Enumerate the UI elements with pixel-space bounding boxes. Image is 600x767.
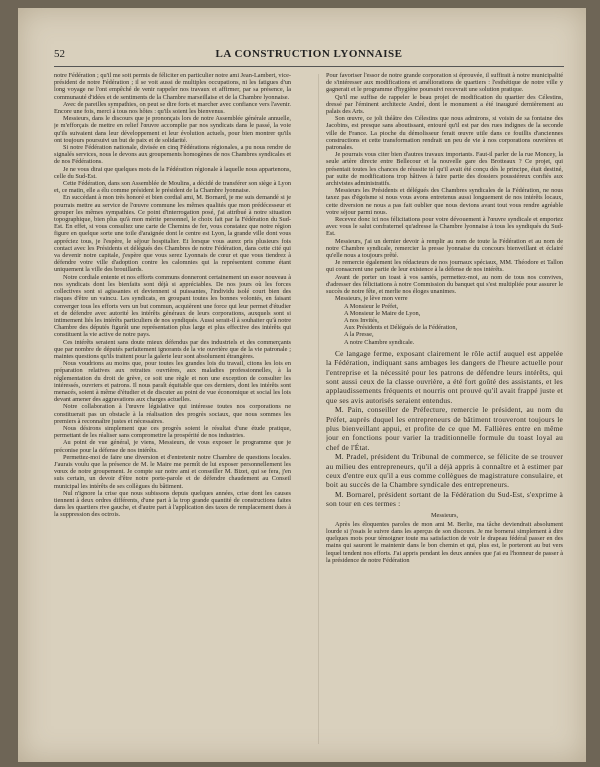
paragraph: Je pourrais vous citer bien d'autres travaux importants. Faut-il parler de la rue Moncey, la seule artère directe entre Bellecour et la nouvelle gare des Brotteaux ? Ce projet, qui présentait toutes les chances de réussite tel qu'il avait été conçu dès le principe, était destiné, par suite de modifications trop hâtives à faire partie des dossiers poussiéreux confiés aux archivistes administratifs. xyxy=(326,151,563,188)
paragraph: Messieurs les Présidents et délégués des Chambres syndicales de la Fédération, ne nous taxez pas d'égoïsme si nous vous avons entretenus aussi longuement de nos intérêts locaux, cette diversion ne nous a pas fait oublier que nous devions avant tout vous rendre agréable votre séjour parmi nous. xyxy=(326,187,563,216)
toast-line: A Monsieur le Préfet, xyxy=(344,302,399,310)
paragraph: Recevez donc ici nos félicitations pour votre dévouement à l'œuvre syndicale et emportez avec vous le salut confraternel qu'adresse la Chambre lyonnaise à tous les syndiqués du Sud-Est. xyxy=(326,216,563,238)
page-header xyxy=(54,48,564,64)
paragraph: notre Fédération ; qu'il me soit permis de féliciter en particulier notre ami Jean-Lambert, vice-président de notre Fédération ; il se voit aussi de multiples occupations, ni les fatigues d'un long voyage ne l'ont empêché de venir rappeler nos travaux et affirmer, par sa présence, la communauté d'idées et de sentiments de la Chambre marseillaise et de la Chambre lyonnaise. xyxy=(54,72,291,101)
paragraph: Son œuvre, ce joli théâtre des Célestins que nous admirons, si voisin de sa fontaine des Jacobins, est presque sans aboutissant, entouré qu'il est par des rues indignes de la seconde ville de France. La pioche du démolisseur ferait œuvre utile dans ce fouillis d'anciennes constructions et cette transformation rendrait un peu de vie à nos corporations ouvrières et patronales. xyxy=(326,115,563,152)
paragraph: Si notre Fédération nationale, divisée en cinq Fédérations régionales, a pu nous rendre de signalés services, nous le devons aux groupements homogènes de nos Chambres syndicales et de nos Fédérations. xyxy=(54,144,291,166)
column-gutter xyxy=(318,74,319,744)
paragraph: Notre collaboration à l'œuvre législative qui intéresse toutes nos corporations ne constituerait pas un obstacle à la réalisation des progrès sociaux, que nous sommes les premiers à reconnaître justes et nécessaires. xyxy=(54,403,291,425)
paragraph: Ce langage ferme, exposant clairement le rôle actif auquel est appelée la Fédération, indiquant sans ambages les dangers de l'heure actuelle pour l'entreprise et la nécessité pour les patrons de défendre leurs intérêts, qui sont aussi ceux de la classe ouvrière, a été fort goûté des assistants, et les applaudissements fréquents et nourris ont prouvé qu'il avait frappé juste et que ses avis autorisés seraient entendus. xyxy=(326,348,563,405)
running-title: LA CONSTRUCTION LYONNAISE xyxy=(215,48,403,60)
paragraph: M. Pain, conseiller de Préfecture, remercie le président, au nom du Préfet, auprès duquel les entrepreneurs de bâtiment trouveront toujours le plus bienveillant appui, et profite de ce que M. Fallières entre en même jour en fonctions pour varier la traditionnelle formule du toast loyal au chef de l'État. xyxy=(326,405,563,452)
paragraph: Pour favoriser l'essor de notre grande corporation si éprouvée, il suffirait à notre municipalité de s'intéresser aux modifications et améliorations de quartiers : l'esthétique de notre ville y gagnerait et le programme d'hygiène poursuivi recevrait une solution pratique. xyxy=(326,72,563,94)
paragraph: Cette Fédération, dans son Assemblée de Moulins, a décidé de transférer son siège à Lyon et, ce matin, elle a élu comme président le président de la Chambre lyonnaise. xyxy=(54,180,291,195)
paragraph: Ces intérêts seraient sans doute mieux défendus par des industriels et des commerçants que par nombre de députés parfaitement ignorants de la vie ouvrière que de la vie patronale ; maintes questions qu'ils traitent pour la galerie leur sont absolument étrangères. xyxy=(54,338,291,360)
paragraph: Messieurs, j'ai un dernier devoir à remplir au nom de toute la Fédération et au nom de notre Chambre syndicale, remercier la presse lyonnaise du concours bienveillant et éclairé qu'elle nous a toujours prêté. xyxy=(326,237,563,260)
magazine-page xyxy=(18,8,586,762)
paragraph: Permettez-moi de faire une diversion et d'entretenir notre Chambre de questions locales. J'aurais voulu que la présence de M. le Maire me permît de lui exposer personnellement les vœux de notre groupement. Je compte sur notre ami et conseiller M. Bizet, qui se fera, j'en suis certain, un devoir d'être notre porte-parole et de défendre chaudement au Conseil municipal les intérêts de ses collègues du bâtiment. xyxy=(54,453,291,490)
paragraph: Au point de vue général, je viens, Messieurs, de vous exposer le programme que je préconise pour la défense de nos intérêts. xyxy=(54,439,291,454)
paragraph: Messieurs, dans le discours que je prononçais lors de notre Assemblée générale annuelle, je m'efforçais de mettre en relief l'œuvre accomplie par nos syndicats dans le passé, la voie qu'ils suivaient dans leur développement et leur évolution actuels, pour bien montrer qu'ils ont toujours poursuivi un but de paix et de solidarité. xyxy=(54,115,291,144)
paragraph: Notre cordiale entente et nos efforts communs donneront certainement un essor nouveau à nos syndicats dont les bienfaits sont déjà si appréciables. De nos jours où les forces collectives sont si agissantes et deviennent si puissantes, l'individu isolé court bien des risques d'être un vaincu. Les syndicats, en groupant toutes les bonnes volontés, en faisant converger tous les efforts vers un but commun, acquièrent une force qui leur permet d'étudier et de défendre avec autorité les intérêts généraux de leurs corporations, auxquels sont si intimement liés les intérêts particuliers de nos syndiqués. Aussi serait-il à souhaiter qu'à notre Chambre des députés figurât une représentation plus large et plus effective des intérêts qui constituent la vie active de notre pays. xyxy=(54,273,291,339)
toast-line: A la Presse, xyxy=(344,331,374,339)
salutation: Messieurs, xyxy=(430,511,459,519)
paragraph: M. Pradel, président du Tribunal de commerce, se félicite de se trouver au milieu des entrepreneurs, qu'il a déjà appris à connaître et à estimer par ceux d'entre eux qu'il a eus comme collègues de magistrature consulaire, et boit au succès de la Chambre syndicale des entrepreneurs. xyxy=(326,452,563,490)
toast-line: A notre Chambre syndicale. xyxy=(344,338,415,346)
toast-line: Aux Présidents et Délégués de la Fédération, xyxy=(344,324,458,332)
toast-line: A Monsieur le Maire de Lyon, xyxy=(344,309,421,317)
paragraph: M. Bornarel, président sortant de la Fédération du Sud-Est, s'exprime à son tour en ces termes : xyxy=(326,489,563,509)
paragraph: Avec de pareilles sympathies, on peut se dire forts et marcher avec confiance vers l'avenir. Encore une fois, merci à tous nos hôtes : qu'ils soient les bienvenus. xyxy=(54,100,291,116)
paragraph: Nul n'ignore la crise que nous subissons depuis quelques années, crise dont les causes tiennent à deux ordres différents, d'une part à la trop grande quantité de constructions faites dans les quartiers rive gauche, et d'autre part à l'application des taxes de remplacement dues à la suppression des octrois. xyxy=(54,489,291,519)
right-column xyxy=(326,72,563,752)
header-rule xyxy=(54,66,564,67)
paragraph: Après les éloquentes paroles de mon ami M. Berlie, ma tâche deviendrait absolument lourde si j'osais le suivre dans les aperçus de son discours. Je me bornerai simplement à dire quelques mots pour témoigner toute ma satisfaction de voir le drapeau fédéral passer en des mains qui sauront le maintenir dans le bon chemin et qui, plus est, le porteront au but vers lequel tendent nos efforts. J'ai appris pendant les deux années que j'ai eu l'honneur de passer à la présidence de notre Fédération xyxy=(326,520,563,564)
left-column xyxy=(54,72,291,752)
paragraph: Qu'il me suffise de rappeler le beau projet de modification du quartier des Célestins, dressé par l'éminent architecte André, dont le monument a été inauguré dernièrement au palais des Arts. xyxy=(326,93,563,116)
paragraph: Messieurs, je lève mon verre xyxy=(335,295,408,303)
paragraph: En succédant à mon très honoré et bien cordial ami, M. Bornard, je me suis demandé si je pourrais mettre au service de l'œuvre commune les mêmes qualités que mon prédécesseur et grouper les mêmes sympathies. Ce point d'interrogation posé, j'ai attribué à notre situation topographique, bien plus qu'à mon mérite personnel, le choix fait par la Fédération du Sud-Est. En effet, si vous consultez une carte de Chemins de fer, vous constatez que notre région figure en quelque sorte une toile d'araignée dont le centre est Lyon, la grande ville dont vous appréciez tous, je l'espère, le séjour hospitalier. Et lorsque vous aurez pris plusieurs fois contact avec les Présidents et délégués des Chambres de notre Fédération, dans cette cité qui va devenir notre capitale, j'espère que vous serez Lyonnais de cœur et que vous tiendrez à défendre votre ville d'adoption contre les calomnies qui la représentent comme étant uniquement la ville des brouillards. xyxy=(54,194,291,274)
page-number: 52 xyxy=(54,48,65,60)
paragraph: Je ne vous dirai que quelques mots de la Fédération régionale à laquelle nous appartenons, celle du Sud-Est. xyxy=(54,165,291,180)
paragraph: Je remercie également les rédacteurs de nos journaux spéciaux, MM. Théodore et Tallon qui consacrent une partie de leur existence à la défense de nos intérêts. xyxy=(326,259,563,274)
paragraph: Nous désirons simplement que ces progrès soient le résultat d'une étude pratique, permettant de les réaliser sans compromettre la prospérité de nos industries. xyxy=(54,424,291,440)
toast-line: A nos Invités, xyxy=(344,316,379,324)
paragraph: Avant de porter un toast à vos santés, permettez-moi, au nom de tous nos convives, d'adresser des félicitations à notre Commission du banquet qui s'est multipliée pour assurer le succès de notre fête, et merlie nos éloges unanimes. xyxy=(326,273,563,296)
paragraph: Nous voudrions au moins que, pour toutes les grandes lois du travail, citons les lois en préparation relatives aux retraites ouvrières, aux maladies professionnelles, à la réglementation du droit de grève, ce soit une règle et non une exception de consulter les intéressés, ouvriers et patrons. Il nous paraît équitable que ces derniers, dont les intérêts sont menacés, soient à même d'étudier et de discuter au point de vue économique et social les lois devant amener des aggravations aux charges actuelles. xyxy=(54,360,291,404)
